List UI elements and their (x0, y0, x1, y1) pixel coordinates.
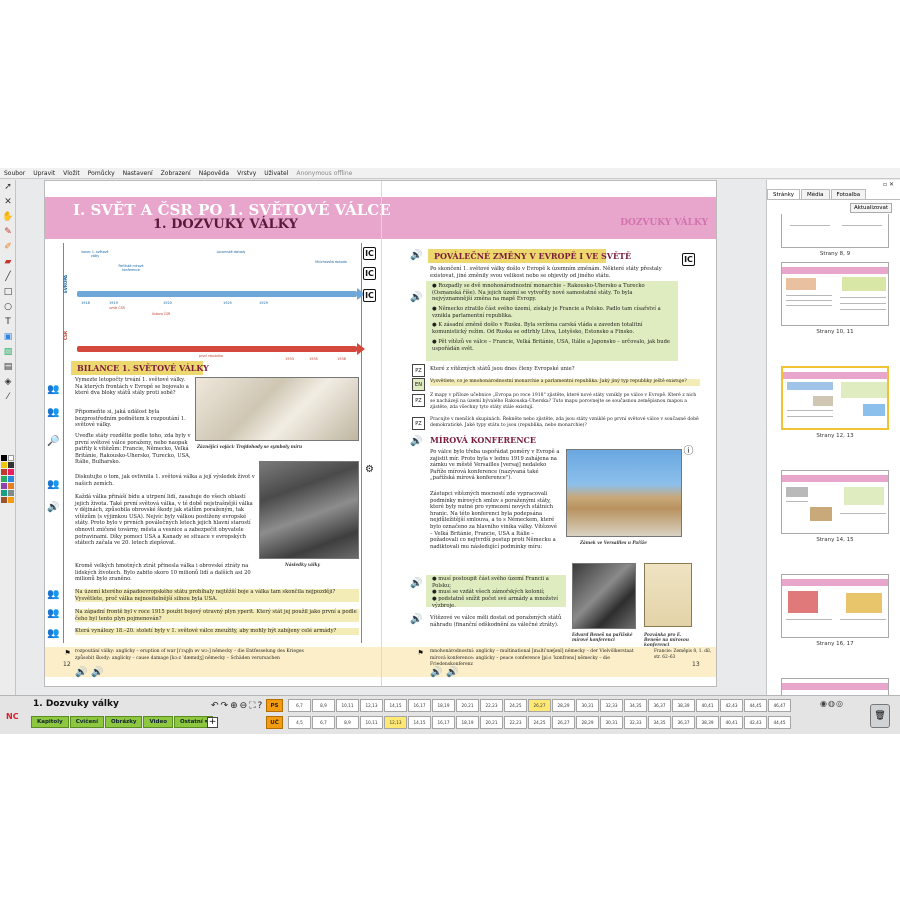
back-icon[interactable]: ↶ (211, 701, 221, 711)
question-text: Na území kterého západoevropského státu probíhaly nejtěžší boje a válka tam skončila nejpozději? Vysvětlete, proč válka nejnositelnější silnou byla USA. (75, 589, 359, 602)
interactive-icon[interactable]: IC (363, 247, 376, 260)
timeline-year: 1933 (285, 357, 294, 361)
bullet-body: musí se vzdát všech zámořských kolonií; (438, 589, 545, 595)
zoom-out-icon[interactable]: ⊖ (239, 701, 250, 711)
tab-images[interactable]: Obrázky (105, 716, 142, 728)
speaker-icon[interactable]: 🔊 (410, 614, 423, 625)
page-button[interactable]: 40,41 (696, 699, 719, 712)
pair-work-icon[interactable]: 👥 (47, 407, 60, 418)
section-heading: MÍROVÁ KONFERENCE (430, 435, 536, 445)
left-toolbar (0, 180, 16, 705)
thumbnail-label: Strany 16, 17 (816, 641, 854, 647)
question-text: Na západní frontě byl v roce 1915 použit bojový otravný plyn yperit. Který stát jej použil jako první a podle čeho byl tento plyn pojmenován? (75, 609, 359, 622)
menu-bar (0, 168, 900, 179)
page-button[interactable]: 24,25 (504, 699, 527, 712)
page-number: 13 (692, 661, 700, 668)
menu-item: Anonymous offline (296, 170, 353, 177)
thumbnail-label: Strany 10, 11 (816, 329, 854, 335)
add-button[interactable]: + (208, 717, 217, 727)
color-palette (1, 455, 15, 504)
rectangle-icon[interactable]: □ (3, 287, 13, 297)
tab-pages[interactable]: Stránky (767, 189, 800, 199)
page-button[interactable]: 30,31 (576, 699, 599, 712)
update-button[interactable]: Aktualizovat (850, 203, 892, 213)
bullet-text: ● Pět vítězů ve válce – Francie, Velká Británie, USA, Itálie a Japonsko – určovalo, jak bude uspořádán svět. (432, 339, 670, 352)
menu-item[interactable]: Vrstvy (237, 170, 257, 177)
tab-video[interactable]: Video (143, 716, 173, 728)
page-button[interactable]: 26,27 (552, 716, 575, 729)
page-button[interactable]: 18,19 (456, 716, 479, 729)
invitation-image[interactable] (644, 563, 692, 627)
pair-work-icon[interactable]: 👥 (47, 589, 60, 600)
page-thumbnail[interactable] (779, 470, 891, 543)
page-button[interactable]: 22,23 (480, 699, 503, 712)
page-button[interactable]: 26,27 (528, 699, 551, 712)
question-text: Pracujte v menších skupinách. Řekněte nebo zjistěte, zda jsou státy vzniklé po první světové válce v současné době demokratické. Jaké typy státu to jsou (republika, nebo monarchie)? (430, 417, 699, 428)
timeline-bar-europe (77, 291, 357, 297)
help-icon[interactable]: ? (257, 701, 265, 711)
timeline-year: 1935 (309, 357, 318, 361)
body-text: Vítězové ve válce měli dostat od poražených států náhradu (finanční odškodnění za válečné ztráty). (430, 615, 562, 628)
speaker-icon[interactable]: 🔊 (410, 578, 423, 589)
menu-item[interactable]: Zobrazení (160, 170, 191, 177)
page-button[interactable]: 20,21 (456, 699, 479, 712)
image-caption: Pozvánka pro E. Beneše na mírovou konferenci (644, 632, 689, 647)
page-thumbnail[interactable] (779, 214, 891, 257)
color-swatch[interactable] (8, 490, 14, 496)
forward-icon[interactable]: ↷ (220, 701, 231, 711)
menu-item[interactable]: Uživatel (264, 170, 289, 177)
body-text: Kromě velkých hmotných ztrát přinesla válka i obrovské ztráty na lidských životech. Bylo zabito skoro 10 milionů lidí a dalších asi 20 milionů bylo zraněno. (75, 563, 251, 583)
lesson-title: 1. DOZVUKY VÁLKY (153, 217, 298, 232)
ic-icon[interactable]: ▤ (3, 362, 13, 372)
page-button[interactable]: 16,17 (408, 699, 431, 712)
pen-icon[interactable]: ✎ (4, 227, 12, 237)
question-text: Vysvětlete, co je mnohonárodnostní monarchie a parlamentní republika. Jaký jiný typ republiky ještě existuje? (430, 379, 700, 386)
ps-page-row (288, 699, 792, 712)
color-swatch[interactable] (8, 455, 14, 461)
color-swatch[interactable] (1, 469, 7, 475)
page-button[interactable]: 12,13 (384, 716, 407, 729)
speaker-icon[interactable]: 🔊 (446, 667, 459, 678)
page-button[interactable]: 24,25 (528, 716, 551, 729)
color-swatch[interactable] (1, 476, 7, 482)
color-swatch[interactable] (1, 462, 7, 468)
stamp-icon[interactable]: ◈ (4, 377, 12, 387)
speaker-icon[interactable]: 🔊 (91, 667, 104, 678)
page-button[interactable]: 16,17 (432, 716, 455, 729)
page-button[interactable]: 8,9 (312, 699, 335, 712)
line-icon[interactable]: ╱ (5, 272, 11, 282)
timeline-year: 1938 (337, 357, 346, 361)
right-page (381, 181, 717, 687)
page-thumbnail[interactable] (779, 574, 891, 647)
timeline-note: vznik ČSR (109, 306, 125, 310)
question-text: Která vynálezy 18.–20. století byly v 1. světové válce zneužity, aby mohly být zabíjeny celé armády? (75, 628, 359, 635)
uc-page-row (288, 716, 792, 729)
timeline-year: 1929 (259, 301, 268, 305)
thumbnail-label: Strany 12, 13 (816, 433, 854, 439)
tab-other[interactable]: Ostatní ▾ (174, 716, 213, 728)
interactive-icon[interactable]: IC (682, 253, 695, 266)
tab-exercises[interactable]: Cvičení (70, 716, 104, 728)
speaker-icon[interactable]: 🔊 (410, 292, 423, 303)
timeline-europe-label: EVROPA (63, 275, 68, 293)
eu-flag-icon: ⚑ (417, 649, 424, 657)
tool-icons (820, 699, 844, 708)
bullet-text: ● musí postoupit část svého území Francii a Polsku; (432, 576, 549, 589)
thumbnail-list (779, 214, 891, 705)
pair-work-icon[interactable]: 👥 (47, 608, 60, 619)
bullet-body: Německo ztratilo část svého území, získaly je Francie a Polsko. Padlo tam císařství a vznikla parlamentní republika. (432, 306, 661, 319)
pair-work-icon[interactable]: 👥 (47, 384, 60, 395)
glossary-line: způsobit škody: anglicky – cause damage [kɔːz ˈdæmɪdʒ] německy – Schäden verursachen (75, 656, 280, 661)
color-swatch[interactable] (8, 469, 14, 475)
bullet-body: musí postoupit část svého území Francii a Polsku; (432, 576, 549, 589)
tab-media[interactable]: Média (801, 189, 830, 199)
timeline-year: 1925 (223, 301, 232, 305)
menu-item[interactable]: Upravit (33, 170, 56, 177)
menu-item[interactable]: Nastavení (122, 170, 153, 177)
chapter-title: I. SVĚT A ČSR PO 1. SVĚTOVÉ VÁLCE (73, 201, 391, 219)
fit-icon[interactable]: ⛶ (249, 701, 258, 711)
info-icon[interactable]: ⓘ (683, 446, 694, 457)
zoom-in-icon[interactable]: ⊕ (230, 701, 240, 711)
ellipse-icon[interactable]: ○ (4, 302, 12, 312)
section-heading: POVÁLEČNÉ ZMĚNY V EVROPĚ I VE SVĚTĚ (428, 249, 606, 263)
menu-item[interactable]: Pomůcky (87, 170, 115, 177)
battlefield-photo[interactable] (259, 461, 359, 559)
timeline-bar-csr (77, 346, 357, 352)
eyedropper-icon[interactable]: ⁄ (7, 392, 9, 402)
menu-item[interactable]: Soubor (4, 170, 26, 177)
exercise-text: Vymezte letopočty trvání 1. světové války. Na kterých frontách v Evropě se bojovalo a které dva bloky států stály proti sobě? (75, 377, 189, 397)
timeline-note: Locarnské dohody (216, 250, 246, 254)
source-note: Francie: Zeměpis 8, 1. díl, str. 62–63 (654, 649, 712, 660)
timeline-note: Mnichovská dohoda (315, 260, 347, 264)
panel-window-buttons[interactable]: ▫ ✕ (882, 181, 894, 188)
page-button[interactable]: 10,11 (360, 716, 383, 729)
menu-item[interactable]: Nápověda (198, 170, 230, 177)
page-button[interactable]: 20,21 (480, 716, 503, 729)
uc-label[interactable]: UČ (266, 716, 283, 729)
page-button[interactable]: 44,45 (768, 716, 791, 729)
page-button[interactable]: 10,11 (336, 699, 359, 712)
pointer-icon[interactable]: ➚ (4, 182, 12, 192)
trash-icon[interactable]: 🗑 (870, 704, 890, 728)
color-swatch[interactable] (8, 476, 14, 482)
page-button[interactable]: 14,15 (384, 699, 407, 712)
body-text: Zástupci vítězných mocností zde vypracovali podmínky mírových smluv s poraženými státy, které byly nutné pro vymezení nových státních hranic. Na této konferenci byla podepsána nejdůležitější smlouva, a to s Německem, které bylo označeno za hlavního viníka války. Vítězové – Velká Británie, Francie, USA a Itálie – požadovali co nejtvrdší postup proti Německu a nadiktovali mu následující podmínky míru: (430, 491, 557, 550)
eraser-icon[interactable]: ▰ (4, 257, 12, 267)
image-icon[interactable]: ▧ (3, 347, 13, 357)
timeline-csr-label: ČSR (63, 331, 68, 340)
bullet-body: Pět vítězů ve válce – Francie, Velká Británie, USA, Itálie a Japonsko – určovalo, jak bude uspořádán svět. (432, 339, 670, 352)
tab-photoalbums[interactable]: Fotoalba (831, 189, 867, 199)
page-button[interactable]: 36,37 (648, 699, 671, 712)
page-button[interactable]: 42,43 (744, 716, 767, 729)
page-button[interactable]: 40,41 (720, 716, 743, 729)
interactive-icon[interactable]: IC (363, 267, 376, 280)
page-number: 12 (63, 661, 71, 668)
exercise-text: Diskutujte o tom, jak ovlivnila 1. světová válka a její výsledek život v našich zemích. (75, 474, 255, 487)
benes-photo[interactable] (572, 563, 636, 629)
nc-logo: NC (6, 712, 19, 721)
speaker-icon[interactable]: 🔊 (430, 667, 443, 678)
magnifier-icon[interactable]: 🔎 (47, 436, 60, 447)
page-button[interactable]: 34,35 (648, 716, 671, 729)
bottom-navigation (0, 695, 900, 734)
image-caption: Edvard Beneš na pařížské mírové konferenci (572, 632, 633, 642)
speaker-icon[interactable]: 🔊 (47, 502, 60, 513)
bullet-text: ● Německo ztratilo část svého území, získaly je Francie a Polsko. Padlo tam císařství a vznikla parlamentní republika. (432, 306, 661, 319)
textbook-spread (44, 180, 717, 687)
page-button[interactable]: 32,33 (624, 716, 647, 729)
text-icon[interactable]: T (5, 317, 11, 327)
timeline-year: 1919 (109, 301, 118, 305)
tools-icon[interactable]: ◎ (835, 699, 844, 708)
page-button[interactable]: 22,23 (504, 716, 527, 729)
cartoon-image[interactable] (195, 377, 359, 441)
speaker-icon[interactable]: 🔊 (75, 667, 88, 678)
fill-icon[interactable]: ▣ (3, 332, 13, 342)
color-swatch[interactable] (1, 483, 7, 489)
question-text: Z mapy v příloze učebnice „Evropa po roce 1918" zjistěte, které nové státy vznikly po válce v Evropě. Které z nich se nacházejí na území bývalého Rakouska-Uherska? Tuto mapu porovnejte se současnou zeměpisnou mapou a zjistěte, zda všechny tyto státy stále existují. (430, 393, 697, 410)
globe-icon[interactable]: ◉ (820, 699, 828, 708)
page-button[interactable]: 28,29 (552, 699, 575, 712)
bullet-body: K zásadní změně došlo v Rusku. Byla svržena carská vláda a zaveden totalitní komunistický režim. Od Ruska se odtrhly Litva, Lotyšsko, Estonsko a Finsko. (432, 322, 643, 335)
timeline (63, 247, 365, 375)
eu-flag-icon: ⚑ (64, 649, 71, 657)
page-button[interactable]: 32,33 (600, 699, 623, 712)
question-text: Které z vítězných států jsou dnes členy Evropské unie? (430, 366, 575, 372)
navigation-icons (211, 701, 264, 711)
image-caption: Následky války (285, 562, 320, 567)
glossary-line: rozpoutání války: anglicky – eruption of war [ɪˈrʌpʃn əv wɔː] německy – die Entfesselung des Krieges (75, 649, 304, 654)
image-caption: Záznějící vojáci: Trojdohody se symboly míru (197, 444, 303, 449)
speaker-icon[interactable]: 🔊 (410, 250, 423, 261)
page-button[interactable]: 4,5 (288, 716, 311, 729)
color-swatch[interactable] (1, 490, 7, 496)
body-text: Po skončení 1. světové války došlo v Evropě k územním změnám. Některé státy přestaly existovat, jiné změnily svou velikost nebo se objevily od jiného státu. (430, 266, 662, 279)
exercise-text: Připomeňte si, jaká událost byla bezprostředním podnětem k rozpoutání 1. světové války. (75, 409, 186, 429)
page-button[interactable]: 38,39 (696, 716, 719, 729)
task-icon[interactable]: PZ (412, 394, 425, 407)
page-button[interactable]: 46,47 (768, 699, 791, 712)
tab-chapters[interactable]: Kapitoly (31, 716, 69, 728)
speaker-icon[interactable]: 🔊 (410, 436, 423, 447)
timeline-year: 1918 (81, 301, 90, 305)
left-page (45, 181, 381, 687)
page-button[interactable]: 6,7 (312, 716, 335, 729)
task-icon[interactable]: PZ (412, 364, 425, 377)
page-button[interactable]: 38,39 (672, 699, 695, 712)
page-button[interactable]: 30,31 (600, 716, 623, 729)
bullet-text: ● musí se vzdát všech zámořských kolonií; (432, 589, 545, 595)
interactive-icon[interactable]: IC (363, 289, 376, 302)
bullet-text: ● K zásadní změně došlo v Rusku. Byla svržena carská vláda a zaveden totalitní komunistický režim. Od Ruska se odtrhly Litva, Lotyšsko, Estonsko a Finsko. (432, 322, 643, 335)
image-caption: Zámek ve Versailles u Paříže (580, 540, 647, 545)
thumbnail-label: Strany 14, 15 (816, 537, 854, 543)
pair-work-icon[interactable]: 👥 (47, 628, 60, 639)
page-button[interactable]: 42,43 (720, 699, 743, 712)
color-swatch[interactable] (1, 497, 7, 503)
page-button[interactable]: 44,45 (744, 699, 767, 712)
en-icon[interactable]: EN (412, 378, 425, 391)
highlighter-icon[interactable]: ✐ (4, 242, 12, 252)
app-window (0, 168, 900, 734)
current-chapter: 1. Dozvuky války (33, 699, 119, 709)
pages-panel (766, 180, 900, 705)
color-swatch[interactable] (8, 462, 14, 468)
cross-icon[interactable]: ✕ (4, 197, 12, 207)
bullet-text: ● Rozpadly se dvě mnohonárodnostní monarchie – Rakousko-Uhersko a Turecko (Osmanská říše). Na jejich území se vytvořily nové samostatné státy. To byla nejvýznamnější změna na mapě Evropy. (432, 283, 645, 303)
glossary-line: mírová konference: anglicky – peace conference [piːs ˈkɒnfrəns] německy – die Friedenskonferenz (430, 656, 610, 667)
page-button[interactable]: 14,15 (408, 716, 431, 729)
ps-label[interactable]: PS (266, 699, 283, 712)
body-text: Po válce bylo třeba uspořádat poměry v Evropě a zajistit mír. Proto byla v lednu 1919 zahájena na zámku ve městě Versailles [versaj] nedaleko Paříže mírová konference (nazývaná také „pařížská mírová konference"). (430, 449, 560, 482)
bullet-text: ● podstatně snížit počet své armády a množství výzbroje. (432, 596, 558, 609)
panel-tabs (767, 189, 900, 200)
gear-icon[interactable]: ⚙ (365, 464, 374, 475)
pair-work-icon[interactable]: 👥 (47, 479, 60, 490)
page-button[interactable]: 34,35 (624, 699, 647, 712)
running-header: DOZVUKY VÁLKY (620, 218, 708, 228)
color-swatch[interactable] (8, 483, 14, 489)
page-thumbnail[interactable] (779, 262, 891, 335)
color-swatch[interactable] (1, 455, 7, 461)
page-button[interactable]: 18,19 (432, 699, 455, 712)
page-button[interactable]: 6,7 (288, 699, 311, 712)
timeline-year: 1920 (163, 301, 172, 305)
glossary-line: mnohonárodnostní: anglicky – multinational [mʌltiˈnæʃənl] německy – der Vielvölkerstaat (430, 649, 634, 654)
page-button[interactable]: 36,37 (672, 716, 695, 729)
page-button[interactable]: 8,9 (336, 716, 359, 729)
exercise-text: Uveďte státy rozdělte podle toho, zda byly v první světové válce poraženy, nebo naopak patřily k vítězům: Francie, Německo, Velká Británie, Rakousko-Uhersko, Turecko, USA, Itálie, Bulharsko. (75, 433, 191, 466)
color-swatch[interactable] (8, 497, 14, 503)
versailles-photo[interactable] (566, 449, 682, 537)
page-button[interactable]: 12,13 (360, 699, 383, 712)
timeline-arrow (357, 343, 365, 355)
section-heading: BILANCE 1. SVĚTOVÉ VÁLKY (71, 361, 203, 375)
bullet-body: Rozpadly se dvě mnohonárodnostní monarchie – Rakousko-Uhersko a Turecko (Osmanská říše). Na jejich území se vytvořily nové samostatné státy. To byla nejvýznamnější změna na mapě Evropy. (432, 283, 645, 303)
hand-icon[interactable]: ✋ (2, 212, 14, 222)
timeline-note: konec 1. světové války (81, 250, 109, 258)
body-text: Každá válka přináší bídu a utrpení lidí, zasahuje do všech oblastí jejich života. Také první světová válka, v té době nejstrašnější válka v dějinách, způsobila obrovské škody jak státům poraženým, tak vítězům (s výjimkou USA). Nejvíc byly válkou postiženy evropské státy. Proto bylo v prvních poválečných letech jejich hlavní starostí obnovit zničené továrny, města a vesnice a zabezpečit obyvatele potravinami. Díky pomoci USA a Kanady se situace v evropských státech začala ve 20. letech zlepšovat. (75, 494, 253, 547)
thumbnail-label: Strany 8, 9 (819, 251, 851, 257)
bullet-body: podstatně snížit počet své armády a množství výzbroje. (432, 596, 558, 609)
palette-icon[interactable]: ◍ (827, 699, 836, 708)
timeline-note: první republika (199, 354, 223, 358)
timeline-note: Ústava ČSR (151, 312, 171, 316)
content-tabs (31, 716, 214, 728)
page-thumbnail[interactable] (779, 366, 891, 439)
menu-item[interactable]: Vložit (63, 170, 80, 177)
timeline-note: Pařížská mírová konference (118, 264, 144, 272)
task-icon[interactable]: PZ (412, 417, 425, 430)
page-button[interactable]: 28,29 (576, 716, 599, 729)
